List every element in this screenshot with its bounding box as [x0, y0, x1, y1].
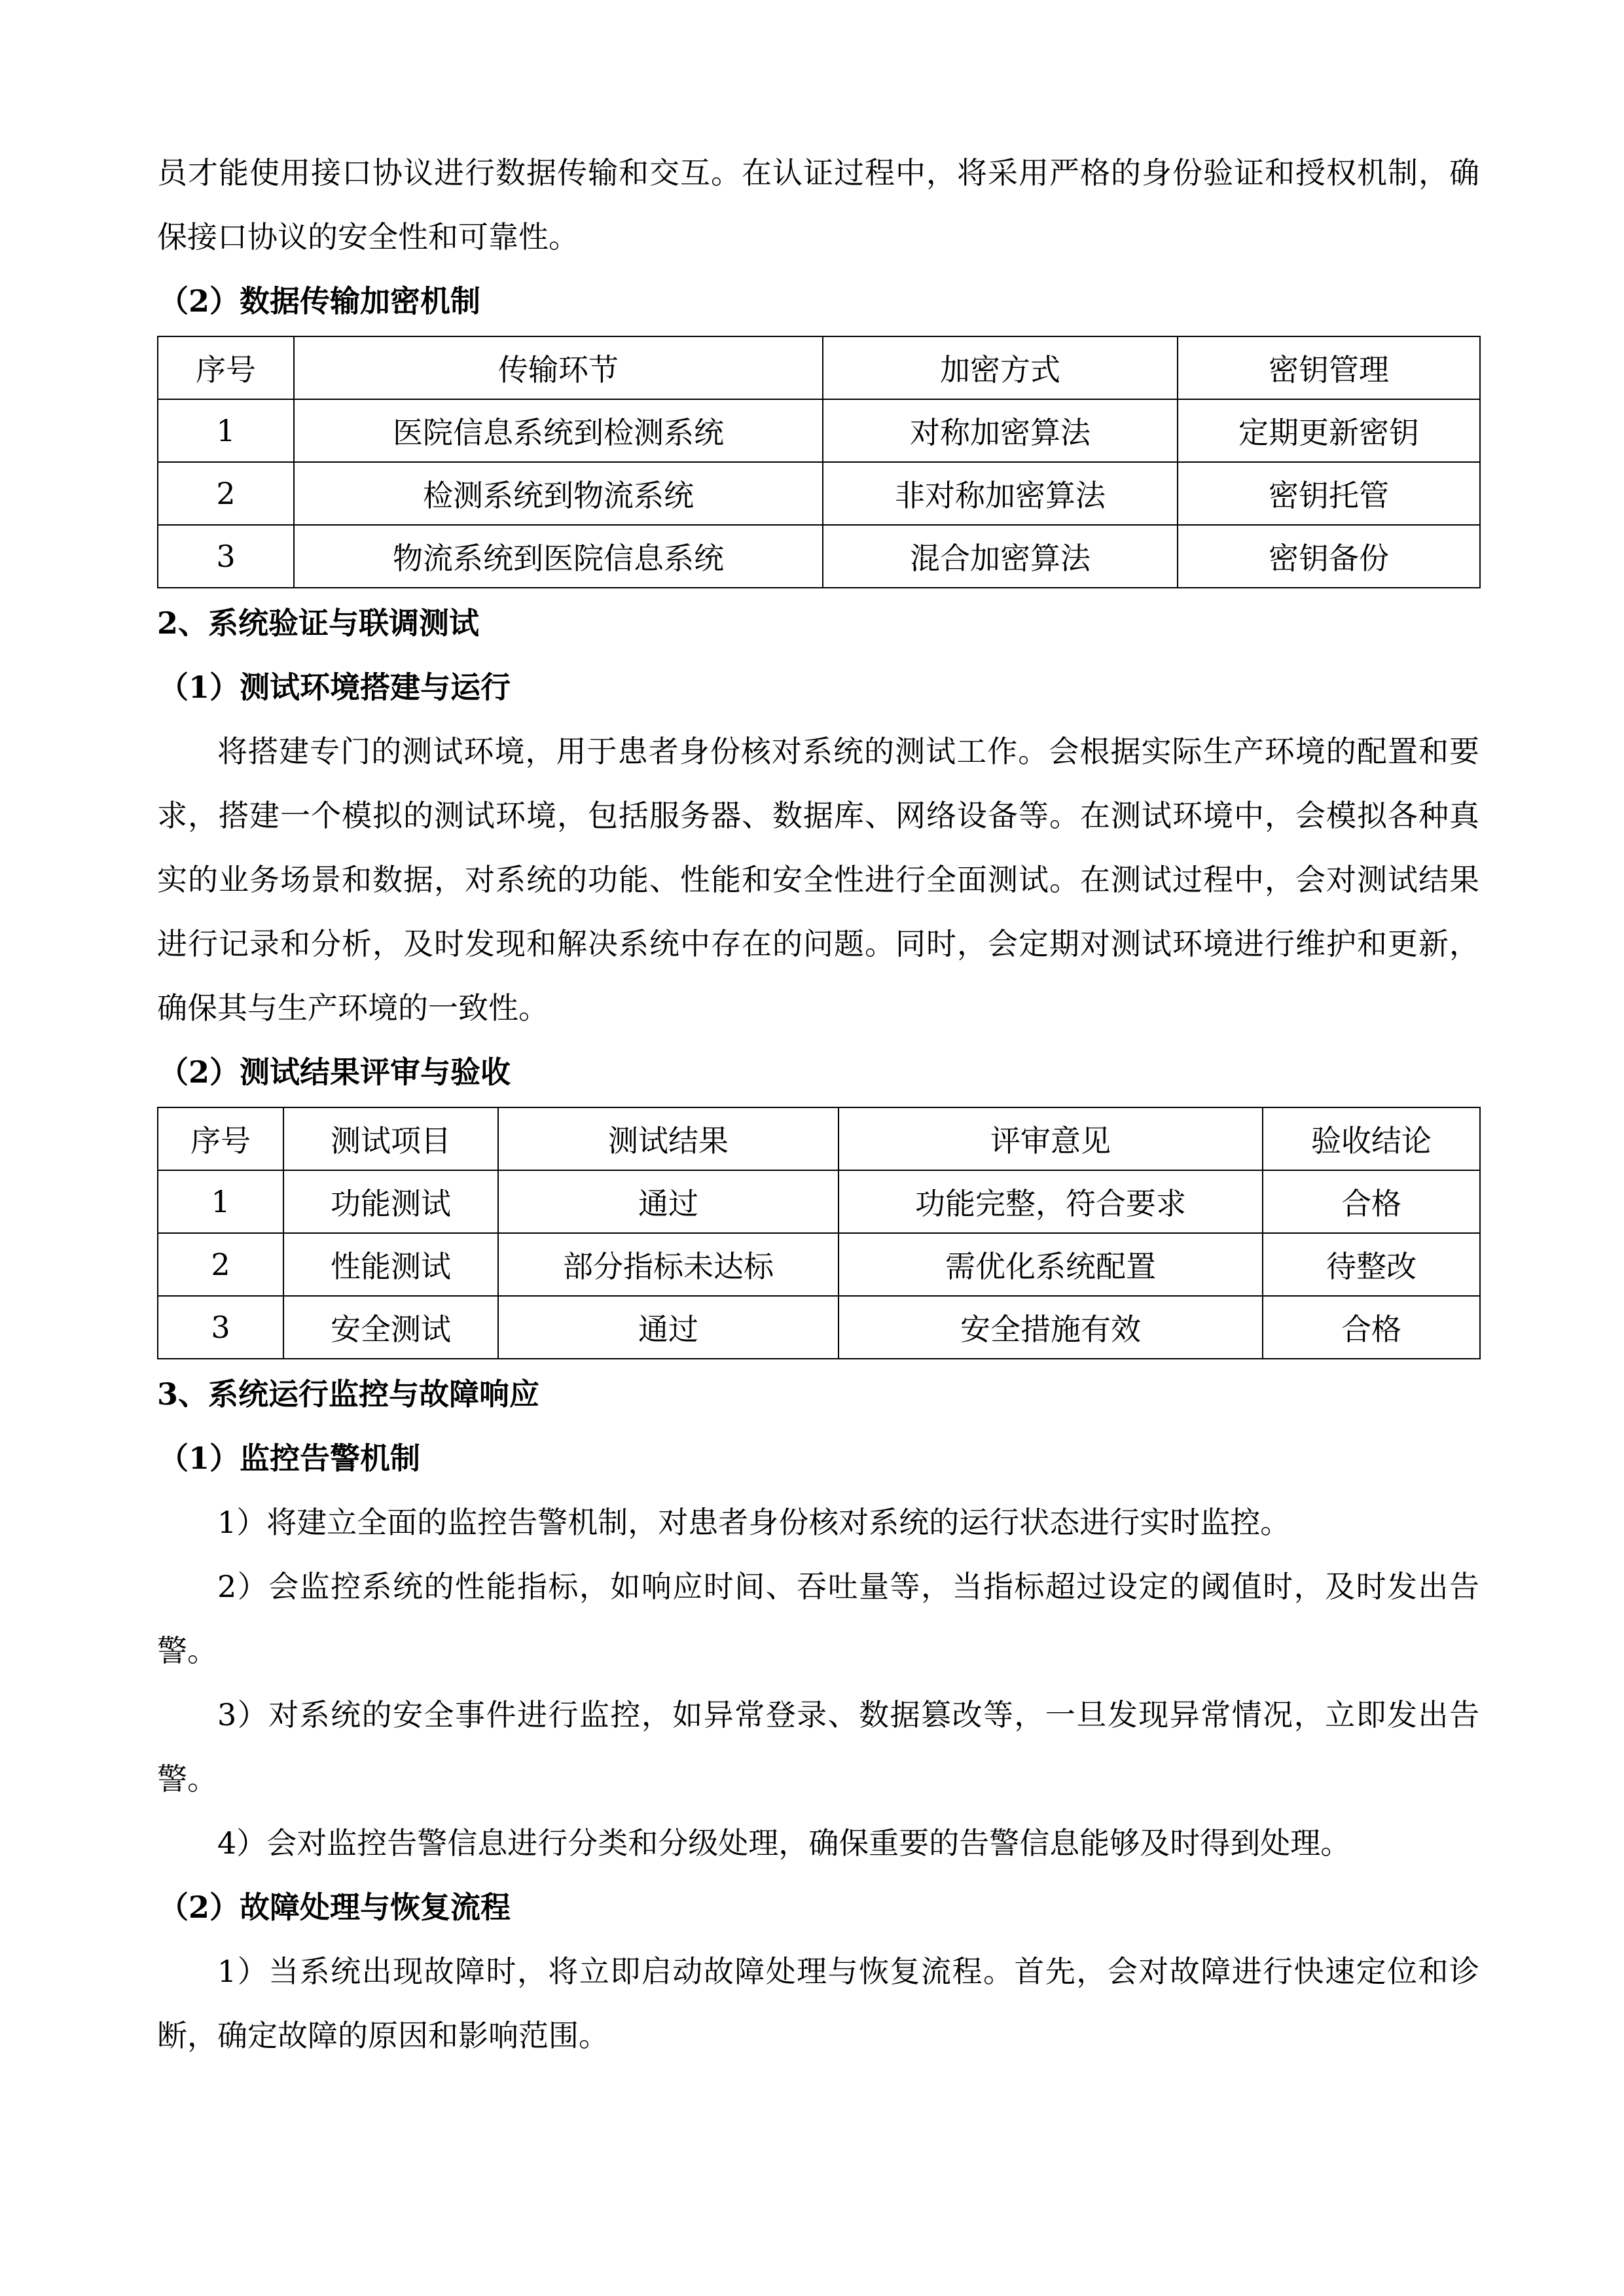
table-header-row	[158, 1107, 1480, 1170]
table-header-row	[158, 336, 1480, 399]
heading-fault-recovery: （2）故障处理与恢复流程	[158, 1890, 511, 1925]
table-cell: 通过	[498, 1170, 839, 1233]
paragraph-alert-item-2: 2）会监控系统的性能指标，如响应时间、吞吐量等，当指标超过设定的阈值时，及时发出告警。	[157, 1569, 1479, 1668]
table-cell: 合格	[1263, 1170, 1480, 1233]
column-header: 测试结果	[498, 1107, 839, 1170]
table-cell: 2	[158, 1233, 283, 1296]
table-cell: 对称加密算法	[823, 399, 1178, 462]
column-header: 序号	[158, 336, 294, 399]
column-header: 验收结论	[1263, 1107, 1480, 1170]
table-cell: 合格	[1263, 1296, 1480, 1359]
table-cell: 2	[158, 462, 294, 525]
table-cell: 待整改	[1263, 1233, 1480, 1296]
heading-encryption-mechanism: （2）数据传输加密机制	[158, 283, 481, 319]
table-cell: 密钥备份	[1178, 525, 1480, 588]
encryption-table	[157, 336, 1481, 588]
table-cell: 1	[158, 399, 294, 462]
column-header: 传输环节	[294, 336, 823, 399]
table-cell: 混合加密算法	[823, 525, 1178, 588]
column-header: 评审意见	[839, 1107, 1263, 1170]
column-header: 序号	[158, 1107, 283, 1170]
table-cell: 通过	[498, 1296, 839, 1359]
paragraph-alert-item-4: 4）会对监控告警信息进行分类和分级处理，确保重要的告警信息能够及时得到处理。	[217, 1825, 1351, 1861]
table-row	[158, 1233, 1480, 1296]
heading-alert-mechanism: （1）监控告警机制	[158, 1441, 421, 1476]
column-header: 测试项目	[283, 1107, 498, 1170]
table-cell: 医院信息系统到检测系统	[294, 399, 823, 462]
table-cell: 物流系统到医院信息系统	[294, 525, 823, 588]
paragraph-auth-continued: 员才能使用接口协议进行数据传输和交互。在认证过程中，将采用严格的身份验证和授权机制，确保接口协议的安全性和可靠性。	[157, 155, 1479, 255]
paragraph-test-environment: 将搭建专门的测试环境，用于患者身份核对系统的测试工作。会根据实际生产环境的配置和要求，搭建一个模拟的测试环境，包括服务器、数据库、网络设备等。在测试环境中，会模拟各种真实的业务场景和数据，对系统的功能、性能和安全性进行全面测试。在测试过程中，会对测试结果进行记录和分析，及时发现和解决系统中存在的问题。同时，会定期对测试环境进行维护和更新，确保其与生产环境的一致性。	[157, 734, 1479, 1026]
table-cell: 3	[158, 1296, 283, 1359]
table-cell: 定期更新密钥	[1178, 399, 1480, 462]
column-header: 密钥管理	[1178, 336, 1480, 399]
table-row	[158, 399, 1480, 462]
paragraph-alert-item-3: 3）对系统的安全事件进行监控，如异常登录、数据篡改等，一旦发现异常情况，立即发出告警。	[157, 1697, 1479, 1797]
table-cell: 1	[158, 1170, 283, 1233]
table-cell: 密钥托管	[1178, 462, 1480, 525]
heading-section-3: 3、系统运行监控与故障响应	[157, 1376, 540, 1412]
column-header: 加密方式	[823, 336, 1178, 399]
table-cell: 功能完整，符合要求	[839, 1170, 1263, 1233]
table-cell: 部分指标未达标	[498, 1233, 839, 1296]
table-cell: 安全测试	[283, 1296, 498, 1359]
paragraph-fault-item-1: 1）当系统出现故障时，将立即启动故障处理与恢复流程。首先，会对故障进行快速定位和诊断，确定故障的原因和影响范围。	[157, 1954, 1479, 2053]
table-row	[158, 1296, 1480, 1359]
table-cell: 功能测试	[283, 1170, 498, 1233]
heading-test-environment: （1）测试环境搭建与运行	[158, 670, 511, 705]
table-cell: 非对称加密算法	[823, 462, 1178, 525]
table-cell: 性能测试	[283, 1233, 498, 1296]
table-row	[158, 1170, 1480, 1233]
table-cell: 3	[158, 525, 294, 588]
table-cell: 检测系统到物流系统	[294, 462, 823, 525]
document-body	[157, 141, 1479, 2068]
heading-test-review: （2）测试结果评审与验收	[158, 1054, 511, 1090]
heading-section-2: 2、系统验证与联调测试	[157, 605, 480, 641]
table-cell: 安全措施有效	[839, 1296, 1263, 1359]
paragraph-alert-item-1: 1）将建立全面的监控告警机制，对患者身份核对系统的运行状态进行实时监控。	[217, 1505, 1291, 1540]
review-table	[157, 1107, 1481, 1359]
table-cell: 需优化系统配置	[839, 1233, 1263, 1296]
table-row	[158, 525, 1480, 588]
table-row	[158, 462, 1480, 525]
